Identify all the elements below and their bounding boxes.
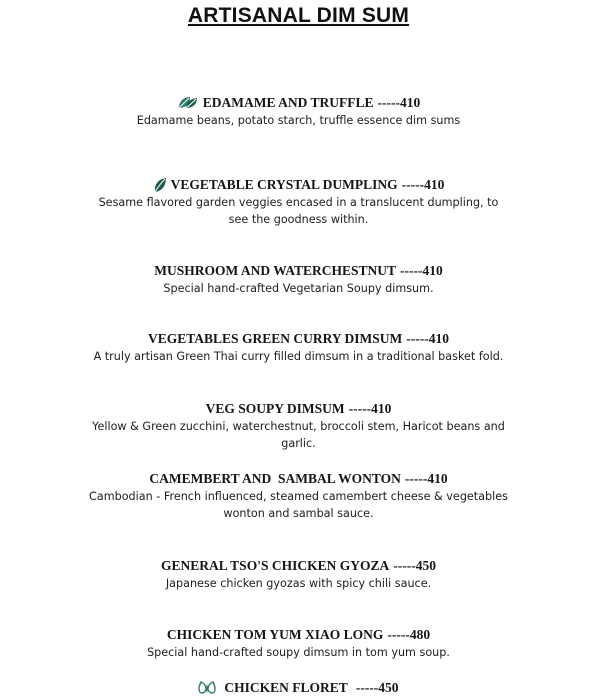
menu-item-name: VEG SOUPY DIMSUM — [205, 401, 345, 416]
menu-item-mushroom-waterchestnut — [0, 262, 597, 297]
menu-item-name: CHICKEN FLORET — [224, 680, 348, 695]
menu-item-price: -----410 — [377, 95, 421, 110]
menu-item-price: -----410 — [401, 177, 445, 192]
menu-item-veg-soupy-dimsum — [0, 400, 597, 452]
menu-item-price: -----410 — [348, 401, 392, 416]
menu-item-description: Yellow & Green zucchini, waterchestnut, broccoli stem, Haricot beans and garlic. — [92, 420, 505, 450]
menu-item-edamame-truffle — [0, 94, 597, 129]
menu-item-price: -----410 — [406, 331, 449, 346]
menu-item-price: -----450 — [393, 558, 436, 573]
menu-item-heading — [0, 470, 597, 487]
menu-item-heading — [0, 262, 597, 279]
menu-item-vegetables-green-curry — [0, 330, 597, 365]
menu-item-heading — [0, 94, 597, 111]
menu-item-price: -----410 — [404, 471, 448, 486]
menu-item-price: -----450 — [355, 680, 399, 695]
menu-item-name: GENERAL TSO'S CHICKEN GYOZA — [161, 558, 390, 573]
menu-item-description: Edamame beans, potato starch, truffle essence dim sums — [136, 114, 461, 127]
menu-item-heading — [0, 176, 597, 193]
menu-item-description: Japanese chicken gyozas with spicy chili sauce. — [165, 577, 432, 590]
menu-item-description: Special hand-crafted soupy dimsum in tom yum soup. — [147, 646, 450, 659]
menu-item-general-tso-chicken-gyoza — [0, 557, 597, 592]
menu-item-name: VEGETABLE CRYSTAL DUMPLING — [170, 177, 398, 192]
menu-item-heading — [0, 679, 597, 696]
menu-item-description: A truly artisan Green Thai curry filled dimsum in a traditional basket fold. — [93, 350, 504, 363]
menu-item-heading — [0, 330, 597, 347]
menu-item-chicken-floret — [0, 679, 597, 696]
menu-item-heading — [0, 557, 597, 574]
menu-item-price: -----480 — [387, 627, 431, 642]
menu-item-heading — [0, 626, 597, 643]
menu-item-name: MUSHROOM AND WATERCHESTNUT — [154, 263, 397, 278]
menu-item-description: Cambodian - French influenced, steamed camembert cheese & vegetables wonton and sambal sauce. — [89, 490, 508, 520]
leaf-icon — [153, 177, 167, 193]
page-title: ARTISANAL DIM SUM — [187, 4, 410, 27]
menu-item-camembert-sambal-wonton — [0, 470, 597, 522]
menu-item-heading — [0, 400, 597, 417]
menu-item-vegetable-crystal-dumpling — [0, 176, 597, 228]
menu-item-description: Sesame flavored garden veggies encased in a translucent dumpling, to see the goodness within. — [98, 196, 499, 226]
menu-item-name: EDAMAME AND TRUFFLE — [202, 95, 374, 110]
menu-item-description: Special hand-crafted Vegetarian Soupy dimsum. — [163, 282, 434, 295]
menu-item-name: VEGETABLES GREEN CURRY DIMSUM — [148, 331, 403, 346]
vegan-leaves-icon — [177, 95, 199, 110]
menu-item-name: CHICKEN TOM YUM XIAO LONG — [166, 627, 384, 642]
gluten-free-icon — [198, 680, 216, 695]
menu-item-price: -----410 — [400, 263, 443, 278]
menu-item-name: CAMEMBERT AND SAMBAL WONTON — [149, 471, 401, 486]
menu-item-chicken-tom-yum-xiao-long — [0, 626, 597, 661]
